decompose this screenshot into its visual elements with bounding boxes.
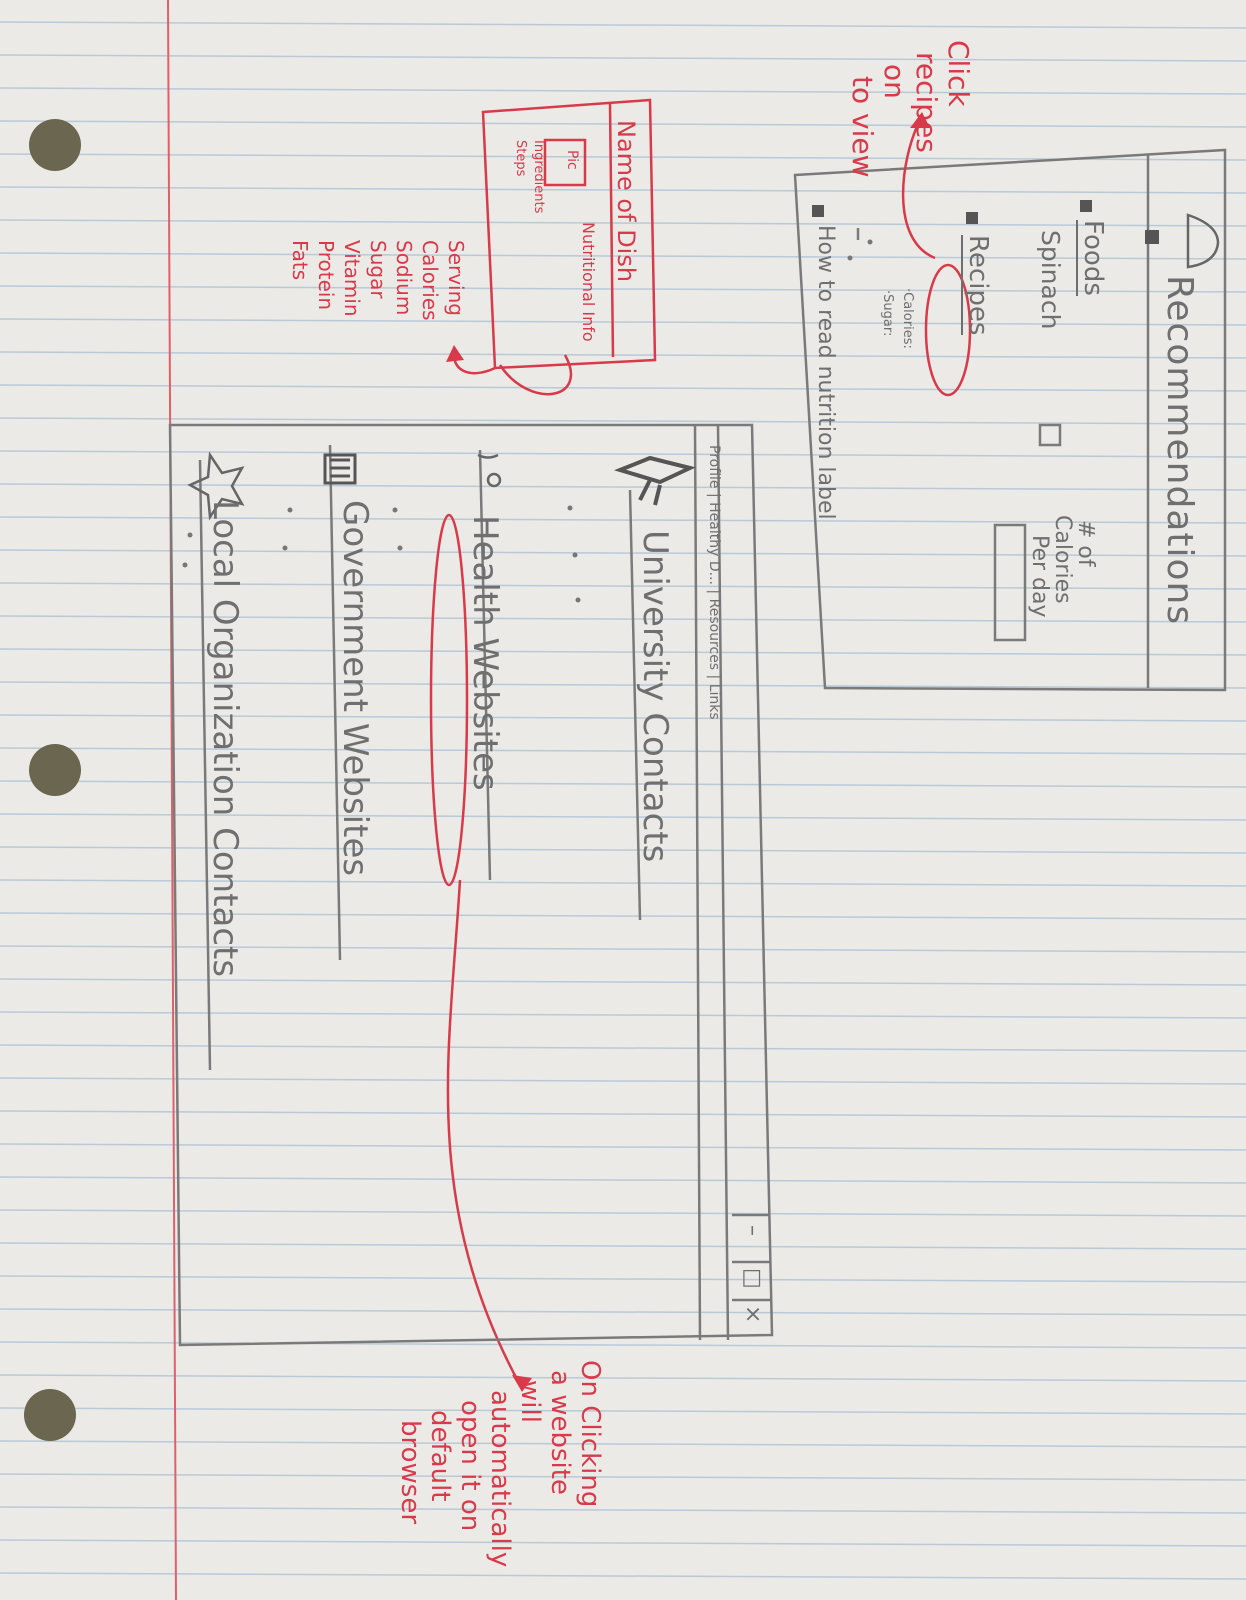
recommendations-title: Recommendations xyxy=(1159,275,1200,626)
spinach-item[interactable]: Spinach xyxy=(1036,230,1065,330)
annotation-line: Protein xyxy=(314,240,338,311)
ellipsis-dot xyxy=(576,598,581,603)
close-button[interactable]: × xyxy=(740,1305,765,1324)
recipe-card-title: Name of Dish xyxy=(612,120,640,283)
annotation-line: Serving xyxy=(444,240,468,316)
recipe-calories: ·Calories: xyxy=(900,288,915,349)
annotation-line: recipes xyxy=(910,52,943,153)
steps: Steps xyxy=(513,140,528,177)
recipes-label[interactable]: Recipes xyxy=(963,235,993,336)
binder-hole xyxy=(24,1389,76,1441)
ellipsis-dot xyxy=(283,546,288,551)
ellipsis-dot xyxy=(288,508,293,513)
resource-item-health-websites[interactable]: Health Websites xyxy=(465,515,505,791)
annotation-line: On Clicking xyxy=(575,1360,605,1508)
annotation-line: Sugar xyxy=(366,240,390,299)
resource-item-local-organization-contacts[interactable]: Local Organization Contacts xyxy=(205,500,245,978)
recipe-pic-label: Pic xyxy=(564,150,580,170)
binder-hole xyxy=(29,744,81,796)
annotation-line: browser xyxy=(395,1420,425,1525)
annotation-line: on xyxy=(878,64,911,99)
annotation-line: Click xyxy=(942,40,975,107)
calories-label: Calories xyxy=(1050,515,1075,604)
ingredients: Ingredients xyxy=(531,140,546,214)
nutritional-info: Nutritional Info xyxy=(579,222,598,342)
ellipsis-dot xyxy=(398,546,403,551)
annotation-line: Calories xyxy=(418,240,442,321)
calories-label: Per day xyxy=(1027,535,1052,618)
resource-item-government-websites[interactable]: Government Websites xyxy=(335,500,375,877)
ellipsis-dot xyxy=(573,553,578,558)
ellipsis-dot xyxy=(188,533,193,538)
maximize-button[interactable]: □ xyxy=(740,1268,765,1289)
annotation-line: automatically xyxy=(485,1390,515,1568)
resource-item-university-contacts[interactable]: University Contacts xyxy=(635,530,675,863)
annotation-line: a website xyxy=(545,1370,575,1495)
how-to-read-label[interactable]: How to read nutrition label xyxy=(813,225,838,520)
recipe-sugar: ·Sugar: xyxy=(880,290,895,337)
ellipsis-dot xyxy=(393,508,398,513)
annotation-line: to view xyxy=(846,76,879,178)
ellipsis-dot xyxy=(183,563,188,568)
annotation-line: Fats xyxy=(288,240,312,281)
ellipsis-dot xyxy=(568,506,573,511)
foods-label[interactable]: Foods xyxy=(1078,220,1108,296)
ellipsis-dot xyxy=(848,256,853,261)
annotation-line: default xyxy=(425,1410,455,1502)
minimize-button[interactable]: – xyxy=(740,1225,765,1236)
calories-label: # of xyxy=(1073,520,1098,567)
annotation-line: will xyxy=(515,1380,545,1423)
binder-hole xyxy=(29,119,81,171)
annotation-line: Sodium xyxy=(392,240,416,316)
annotation-line: Vitamin xyxy=(340,240,364,317)
annotation-line: open it on xyxy=(455,1400,485,1532)
resources-tabs[interactable]: Profile | Healthy D... | Resources | Links xyxy=(706,445,722,720)
ellipsis-dot xyxy=(868,240,873,245)
